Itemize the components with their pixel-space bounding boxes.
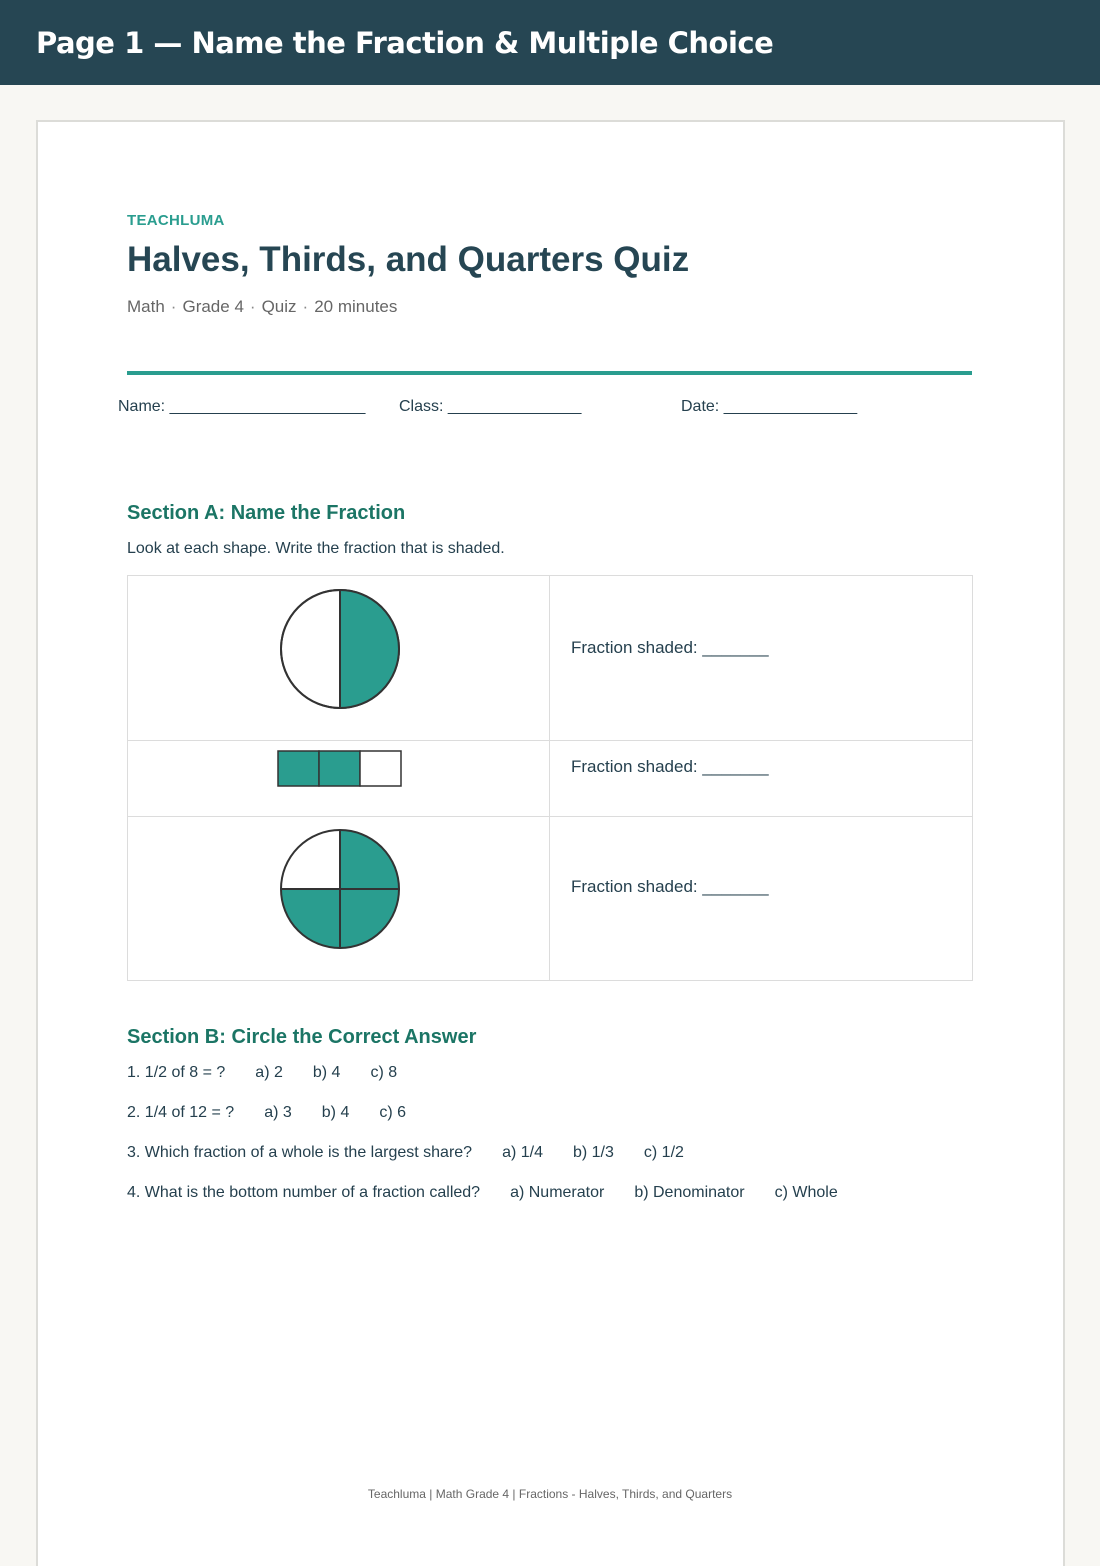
question-item [127, 1184, 868, 1202]
meta-grade: Grade 4 [182, 297, 244, 316]
shape-cell [128, 576, 550, 740]
name-field: Name: ______________________ [118, 398, 366, 415]
section-b-title: Section B: Circle the Correct Answer [127, 1026, 477, 1048]
answer-option[interactable]: c) 6 [379, 1104, 407, 1121]
page-header-title: Page 1 — Name the Fraction & Multiple Choice [36, 26, 774, 60]
answer-cell [550, 817, 972, 980]
meta-separator: · [249, 297, 256, 316]
answer-option[interactable]: c) 8 [370, 1064, 398, 1081]
meta-duration: 20 minutes [314, 297, 398, 316]
circle-quarters-shape [278, 827, 402, 951]
title-divider [127, 371, 972, 375]
fraction-answer-blank[interactable]: Fraction shaded: _______ [571, 757, 769, 776]
bar-thirds-shape [277, 750, 403, 788]
page-header-bar [0, 0, 1100, 85]
circle-halves-shape [278, 587, 402, 711]
question-stem: 3. Which fraction of a whole is the largest share? [127, 1144, 473, 1161]
answer-option[interactable]: a) 3 [264, 1104, 292, 1121]
question-stem: 2. 1/4 of 12 = ? [127, 1104, 235, 1121]
question-item [127, 1064, 427, 1082]
answer-option[interactable]: b) Denominator [634, 1184, 745, 1201]
question-stem: 4. What is the bottom number of a fraction called? [127, 1184, 481, 1201]
answer-option[interactable]: a) Numerator [510, 1184, 605, 1201]
meta-type: Quiz [261, 297, 297, 316]
answer-option[interactable]: c) 1/2 [643, 1144, 684, 1161]
class-field: Class: _______________ [399, 398, 582, 415]
meta-separator: · [302, 297, 309, 316]
fraction-table [127, 575, 973, 981]
answer-cell [550, 741, 972, 816]
meta-separator: · [170, 297, 177, 316]
table-row [128, 817, 972, 980]
shape-cell [128, 741, 550, 816]
table-row [128, 576, 972, 741]
answer-option[interactable]: b) 4 [312, 1064, 341, 1081]
fraction-answer-blank[interactable]: Fraction shaded: _______ [571, 638, 769, 657]
question-stem: 1. 1/2 of 8 = ? [127, 1064, 226, 1081]
answer-option[interactable]: b) 1/3 [572, 1144, 614, 1161]
answer-cell [550, 576, 972, 740]
table-row [128, 741, 972, 817]
worksheet-title: Halves, Thirds, and Quarters Quiz [127, 240, 690, 279]
fraction-answer-blank[interactable]: Fraction shaded: _______ [571, 877, 769, 896]
section-a-instructions: Look at each shape. Write the fraction that is shaded. [127, 540, 505, 557]
shape-cell [128, 817, 550, 980]
section-a-title: Section A: Name the Fraction [127, 502, 406, 524]
worksheet-meta [127, 297, 397, 317]
date-field: Date: _______________ [681, 398, 858, 415]
answer-option[interactable]: a) 2 [255, 1064, 283, 1081]
question-item [127, 1104, 436, 1122]
page-footer: Teachluma | Math Grade 4 | Fractions - Halves, Thirds, and Quarters [367, 1487, 733, 1501]
brand-label: TEACHLUMA [127, 212, 225, 229]
answer-option[interactable]: b) 4 [321, 1104, 350, 1121]
answer-option[interactable]: a) 1/4 [502, 1144, 543, 1161]
answer-option[interactable]: c) Whole [774, 1184, 838, 1201]
question-item [127, 1144, 714, 1162]
meta-subject: Math [127, 297, 165, 316]
